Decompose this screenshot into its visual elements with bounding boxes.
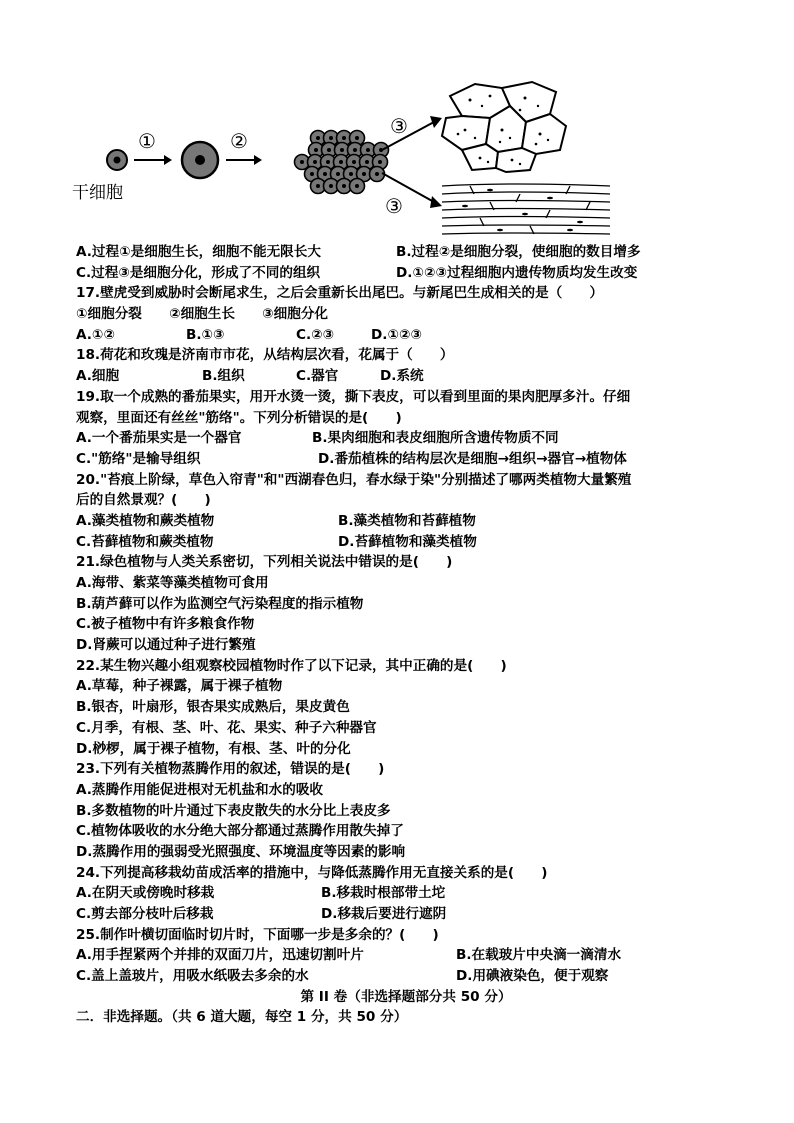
q19-stem-1: 19.取一个成熟的番茄果实，用开水烫一烫，撕下表皮，可以看到里面的果肉肥厚多汁。仔细 (76, 388, 631, 405)
q17-option-d: D.①②③ (371, 326, 422, 343)
q23-option-d: D.蒸腾作用的强弱受光照强度、环境温度等因素的影响 (76, 843, 406, 860)
cluster-cell-nucleus (342, 136, 346, 140)
q24-option-c: C.剪去部分枝叶后移栽 (76, 906, 214, 922)
arrow-2 (226, 155, 262, 165)
cluster-cell-nucleus (329, 136, 333, 140)
q23-stem: 23.下列有关植物蒸腾作用的叙述，错误的是( ) (76, 761, 385, 778)
q16-option-d: D.①②③过程细胞内遗传物质均发生改变 (396, 264, 638, 281)
cluster-cell-nucleus (314, 148, 318, 152)
q22-stem: 22.某生物兴趣小组观察校园植物时作了以下记录，其中正确的是( ) (76, 657, 507, 674)
cluster-cell-nucleus (316, 184, 320, 188)
q24-option-b: B.移栽时根部带土坨 (321, 885, 446, 902)
elongated-tissue (442, 184, 610, 234)
q20-option-d: D.苔藓植物和藻类植物 (338, 533, 477, 550)
cluster-cell-nucleus (355, 136, 359, 140)
q16-option-a: A.过程①是细胞生长，细胞不能无限长大 (76, 244, 321, 260)
arrow-label-3-top: ③ (390, 114, 408, 138)
q21-option-b: B.葫芦藓可以作为监测空气污染程度的指示植物 (76, 595, 364, 612)
q18-option-c: C.器官 (296, 368, 339, 385)
q16-option-c: C.过程③是细胞分化，形成了不同的组织 (76, 264, 321, 281)
cluster-cell-nucleus (316, 136, 320, 140)
cluster-cell-nucleus (378, 160, 382, 164)
cluster-cell-nucleus (339, 160, 343, 164)
stem-cell-small (107, 150, 127, 170)
arrow-label-3-bottom: ③ (385, 194, 403, 218)
question-content (76, 242, 736, 1028)
q17-option-b: B.①③ (186, 326, 225, 343)
q19-stem-2: 观察，里面还有丝丝"筋络"。下列分析错误的是( ) (76, 409, 402, 426)
arrow-1 (134, 155, 172, 165)
arrow-label-2: ② (230, 129, 248, 153)
cell-cluster (295, 131, 389, 194)
q18-stem: 18.荷花和玫瑰是济南市市花，从结构层次看，花属于（ ） (76, 347, 454, 364)
q20-stem-2: 后的自然景观？( ) (76, 492, 211, 509)
q20-option-b: B.藻类植物和苔藓植物 (338, 512, 476, 529)
cluster-cell-nucleus (352, 160, 356, 164)
grown-cell (182, 142, 218, 178)
cluster-cell-nucleus (327, 148, 331, 152)
q21-option-a: A.海带、紫菜等藻类植物可食用 (76, 575, 269, 591)
q24-stem: 24.下列提高移栽幼苗成活率的措施中，与降低蒸腾作用无直接关系的是( ) (76, 864, 548, 881)
q19-option-d: D.番茄植株的结构层次是细胞→组织→器官→植物体 (318, 450, 627, 467)
cluster-cell-nucleus (326, 160, 330, 164)
cluster-cell-nucleus (323, 172, 327, 176)
q19-option-a: A.一个番茄果实是一个器官 (76, 430, 242, 447)
q22-option-c: C.月季，有根、茎、叶、花、果实、种子六种器官 (76, 719, 377, 736)
cluster-cell-nucleus (349, 172, 353, 176)
q25-option-b: B.在载玻片中央滴一滴清水 (456, 947, 622, 964)
cluster-cell-nucleus (340, 148, 344, 152)
cluster-cell-nucleus (336, 172, 340, 176)
q18-option-d: D.系统 (380, 368, 424, 385)
q20-option-a: A.藻类植物和蕨类植物 (76, 512, 215, 529)
section2-heading: 二．非选择题。（共 6 道大题，每空 1 分，共 50 分） (76, 1009, 408, 1026)
q25-option-c: C.盖上盖玻片，用吸水纸吸去多余的水 (76, 968, 309, 985)
q16-option-b: B.过程②是细胞分裂，使细胞的数目增多 (396, 244, 641, 260)
q25-option-d: D.用碘液染色，便于观察 (456, 968, 609, 985)
q23-option-b: B.多数植物的叶片通过下表皮散失的水分比上表皮多 (76, 802, 391, 819)
q21-stem: 21.绿色植物与人类关系密切，下列相关说法中错误的是( ) (76, 554, 453, 571)
parenchyma-tissue (442, 82, 566, 172)
cluster-cell-nucleus (310, 172, 314, 176)
q24-option-a: A.在阴天或傍晚时移栽 (76, 885, 215, 902)
q20-option-c: C.苔藓植物和蕨类植物 (76, 533, 214, 550)
q24-option-d: D.移栽后要进行遮阴 (321, 906, 447, 922)
cluster-cell-nucleus (329, 184, 333, 188)
q23-option-a: A.蒸腾作用能促进根对无机盐和水的吸收 (76, 781, 324, 798)
cluster-cell-nucleus (375, 172, 379, 176)
q20-stem-1: 20."苔痕上阶绿，草色入帘青"和"西湖春色归，春水绿于染"分别描述了哪两类植物大量繁殖 (76, 471, 632, 488)
q17-option-a: A.①② (76, 326, 115, 343)
q25-option-a: A.用手捏紧两个并排的双面刀片，迅速切割叶片 (76, 947, 364, 964)
q18-option-b: B.组织 (202, 368, 245, 385)
cluster-cell-nucleus (353, 148, 357, 152)
cluster-cell-nucleus (342, 184, 346, 188)
q22-option-d: D.桫椤，属于裸子植物，有根、茎、叶的分化 (76, 740, 351, 757)
cluster-cell-nucleus (300, 160, 304, 164)
cell-process-diagram (70, 78, 690, 248)
q21-option-d: D.肾蕨可以通过种子进行繁殖 (76, 637, 256, 654)
cluster-cell-nucleus (362, 172, 366, 176)
cluster-cell-nucleus (366, 148, 370, 152)
cluster-cell-nucleus (313, 160, 317, 164)
q17-option-c: C.②③ (296, 326, 335, 343)
q25-stem: 25.制作叶横切面临时切片时，下面哪一步是多余的？( ) (76, 926, 439, 943)
q18-option-a: A.细胞 (76, 368, 120, 385)
q19-option-c: C."筋络"是输导组织 (76, 450, 201, 467)
cluster-cell-nucleus (355, 184, 359, 188)
q22-option-b: B.银杏，叶扇形，银杏果实成熟后，果皮黄色 (76, 699, 350, 716)
q23-option-c: C.植物体吸收的水分绝大部分都通过蒸腾作用散失掉了 (76, 823, 404, 840)
q21-option-c: C.被子植物中有许多粮食作物 (76, 616, 255, 633)
q17-stem: 17.壁虎受到威胁时会断尾求生，之后会重新长出尾巴。与新尾巴生成相关的是（ ） (76, 285, 604, 302)
arrow-label-1: ① (138, 129, 156, 153)
q17-items: ①细胞分裂 ②细胞生长 ③细胞分化 (76, 306, 329, 323)
stem-cell-label: 干细胞 (72, 183, 123, 203)
cluster-cell-nucleus (365, 160, 369, 164)
q19-option-b: B.果肉细胞和表皮细胞所含遗传物质不同 (312, 430, 559, 447)
part2-title: 第 II 卷（非选择题部分共 50 分） (300, 988, 512, 1005)
q22-option-a: A.草莓，种子裸露，属于裸子植物 (76, 678, 283, 695)
